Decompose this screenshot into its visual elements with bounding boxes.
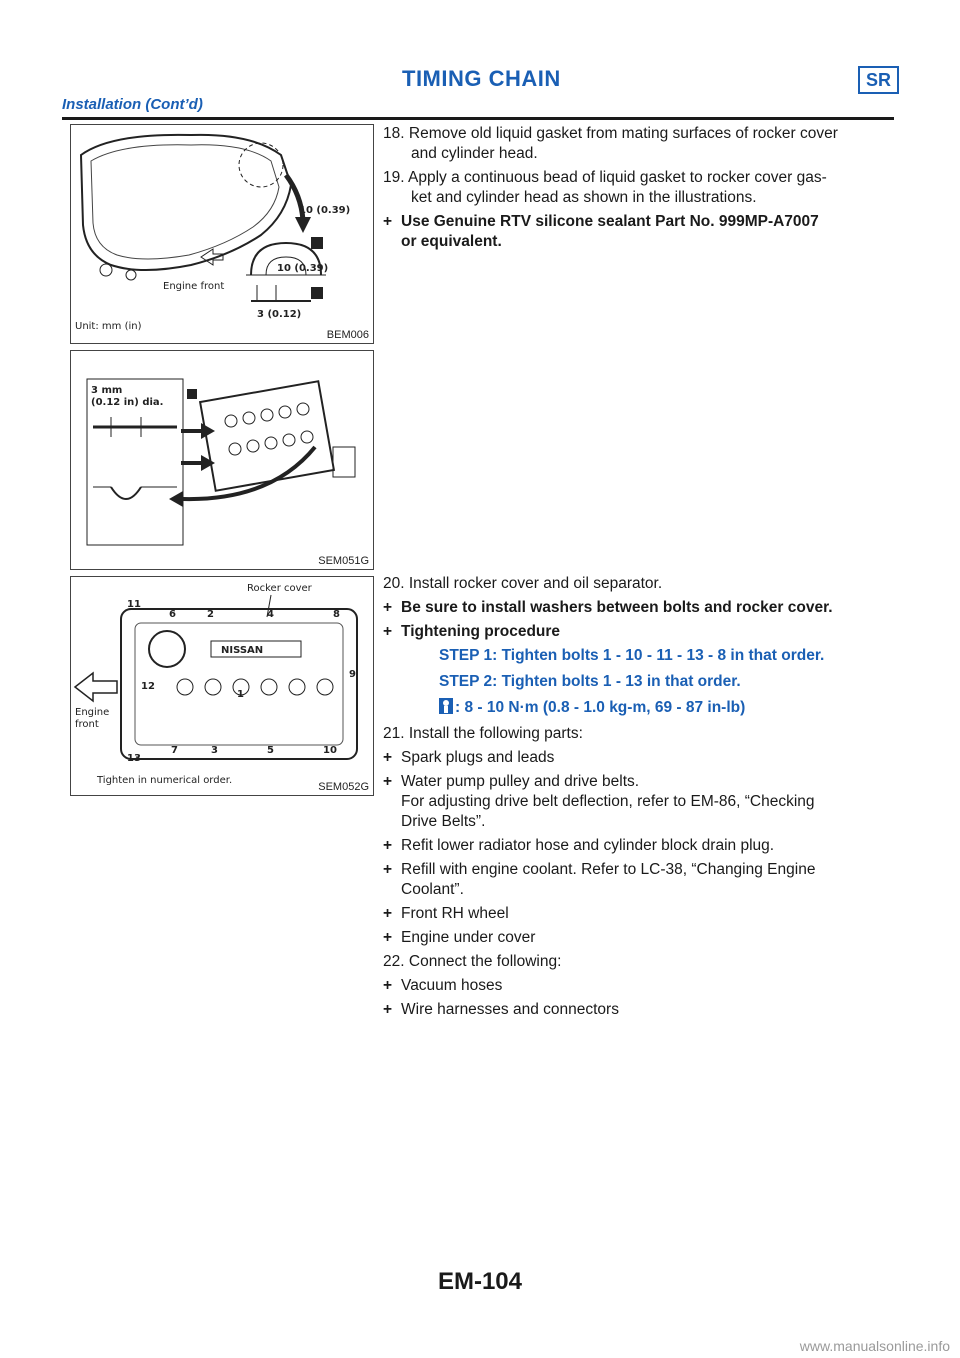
bullet-mark: +: [383, 861, 393, 878]
step-18: 18. Remove old liquid gasket from mating surfaces of rocker cover and cylinder head.: [383, 125, 838, 162]
bolt-number: 7: [171, 745, 178, 756]
list-item: + Front RH wheel: [383, 905, 509, 922]
bolt-number: 6: [169, 609, 176, 620]
dim-label-c: 3 (0.12): [257, 309, 302, 320]
torque-wrench-icon: [439, 698, 453, 714]
sealant-note: + Use Genuine RTV silicone sealant Part No. 999MP-A7007 or equivalent.: [383, 213, 819, 250]
step-19: 19. Apply a continuous bead of liquid gasket to rocker cover gas- ket and cylinder head as shown in the illustrations.: [383, 169, 827, 206]
bolt-number: 8: [333, 609, 340, 620]
step-21: 21. Install the following parts:: [383, 725, 583, 742]
list-item: + Water pump pulley and drive belts. For adjusting drive belt deflection, refer to EM-86, “Checking Drive Belts”.: [383, 773, 815, 830]
figure-caption: SEM052G: [318, 781, 369, 793]
bullet-mark: +: [383, 1001, 393, 1018]
figure-caption: BEM006: [326, 329, 369, 341]
steps-18-19: [383, 124, 893, 256]
bullet-mark: +: [383, 599, 393, 616]
bolt-number: 3: [211, 745, 218, 756]
list-item: + Vacuum hoses: [383, 977, 503, 994]
tighten-order-label: Tighten in numerical order.: [97, 775, 233, 786]
gasket-diagram-illustration: [71, 125, 373, 343]
page-number: EM-104: [437, 1268, 523, 1295]
bullet-mark: +: [383, 837, 393, 854]
bullet-mark: +: [383, 773, 393, 790]
list-item: + Wire harnesses and connectors: [383, 1001, 619, 1018]
bolt-number: 2: [207, 609, 214, 620]
tightening-procedure: + Tightening procedure: [383, 623, 561, 640]
list-item: + Refit lower radiator hose and cylinder block drain plug.: [383, 837, 775, 854]
page-title: TIMING CHAIN: [402, 66, 561, 91]
dim-label-a: 10 (0.39): [299, 205, 351, 216]
list-item: + Engine under cover: [383, 929, 536, 946]
steps-20-22: [383, 574, 893, 1024]
bullet-mark: +: [383, 977, 393, 994]
bolt-number: 5: [267, 745, 274, 756]
header-rule: [62, 117, 894, 120]
bullet-mark: +: [383, 929, 393, 946]
sealant-bead-illustration: [71, 351, 373, 569]
page-subtitle: Installation (Cont’d): [62, 96, 203, 113]
bolt-number: 12: [141, 681, 155, 692]
figure-sem051g: [70, 350, 374, 570]
list-item: + Spark plugs and leads: [383, 749, 555, 766]
figure-sem052g: [70, 576, 374, 796]
bolt-number: 11: [127, 599, 141, 610]
unit-label: Unit: mm (in): [75, 321, 142, 332]
bolt-sequence-illustration: [71, 577, 373, 795]
bead-size-line2: (0.12 in) dia.: [91, 397, 164, 408]
bullet-mark: +: [383, 905, 393, 922]
bullet-mark: +: [383, 213, 393, 230]
figure-caption: SEM051G: [318, 555, 369, 567]
step-20: 20. Install rocker cover and oil separator.: [383, 575, 663, 592]
bolt-number: 13: [127, 753, 141, 764]
figure-bem006: [70, 124, 374, 344]
section-badge: SR: [858, 66, 899, 94]
engine-front-label: Engine front: [163, 281, 225, 292]
tightening-step-2: STEP 2: Tighten bolts 1 - 13 in that order.: [439, 673, 741, 690]
brand-label: NISSAN: [221, 645, 264, 656]
dim-label-b: 10 (0.39): [277, 263, 329, 274]
engine-front-label-1: Engine: [75, 707, 110, 718]
torque-spec: : 8 - 10 N·m (0.8 - 1.0 kg-m, 69 - 87 in-lb): [383, 698, 893, 718]
bead-size-line1: 3 mm: [91, 385, 123, 396]
list-item: + Refill with engine coolant. Refer to LC-38, “Changing Engine Coolant”.: [383, 861, 816, 898]
bullet-mark: +: [383, 623, 393, 640]
bolt-number: 9: [349, 669, 356, 680]
step-22: 22. Connect the following:: [383, 953, 562, 970]
engine-front-label-2: front: [75, 719, 99, 730]
bullet-mark: +: [383, 749, 393, 766]
bolt-number: 10: [323, 745, 337, 756]
footer-watermark-url[interactable]: www.manualsonline.info: [799, 1338, 950, 1354]
bolt-number: 1: [237, 689, 244, 700]
tightening-step-1: STEP 1: Tighten bolts 1 - 10 - 11 - 13 - 8 in that order.: [439, 647, 825, 664]
rocker-cover-label: Rocker cover: [247, 583, 312, 594]
washer-note: + Be sure to install washers between bolts and rocker cover.: [383, 599, 833, 616]
bolt-number: 4: [267, 609, 274, 620]
